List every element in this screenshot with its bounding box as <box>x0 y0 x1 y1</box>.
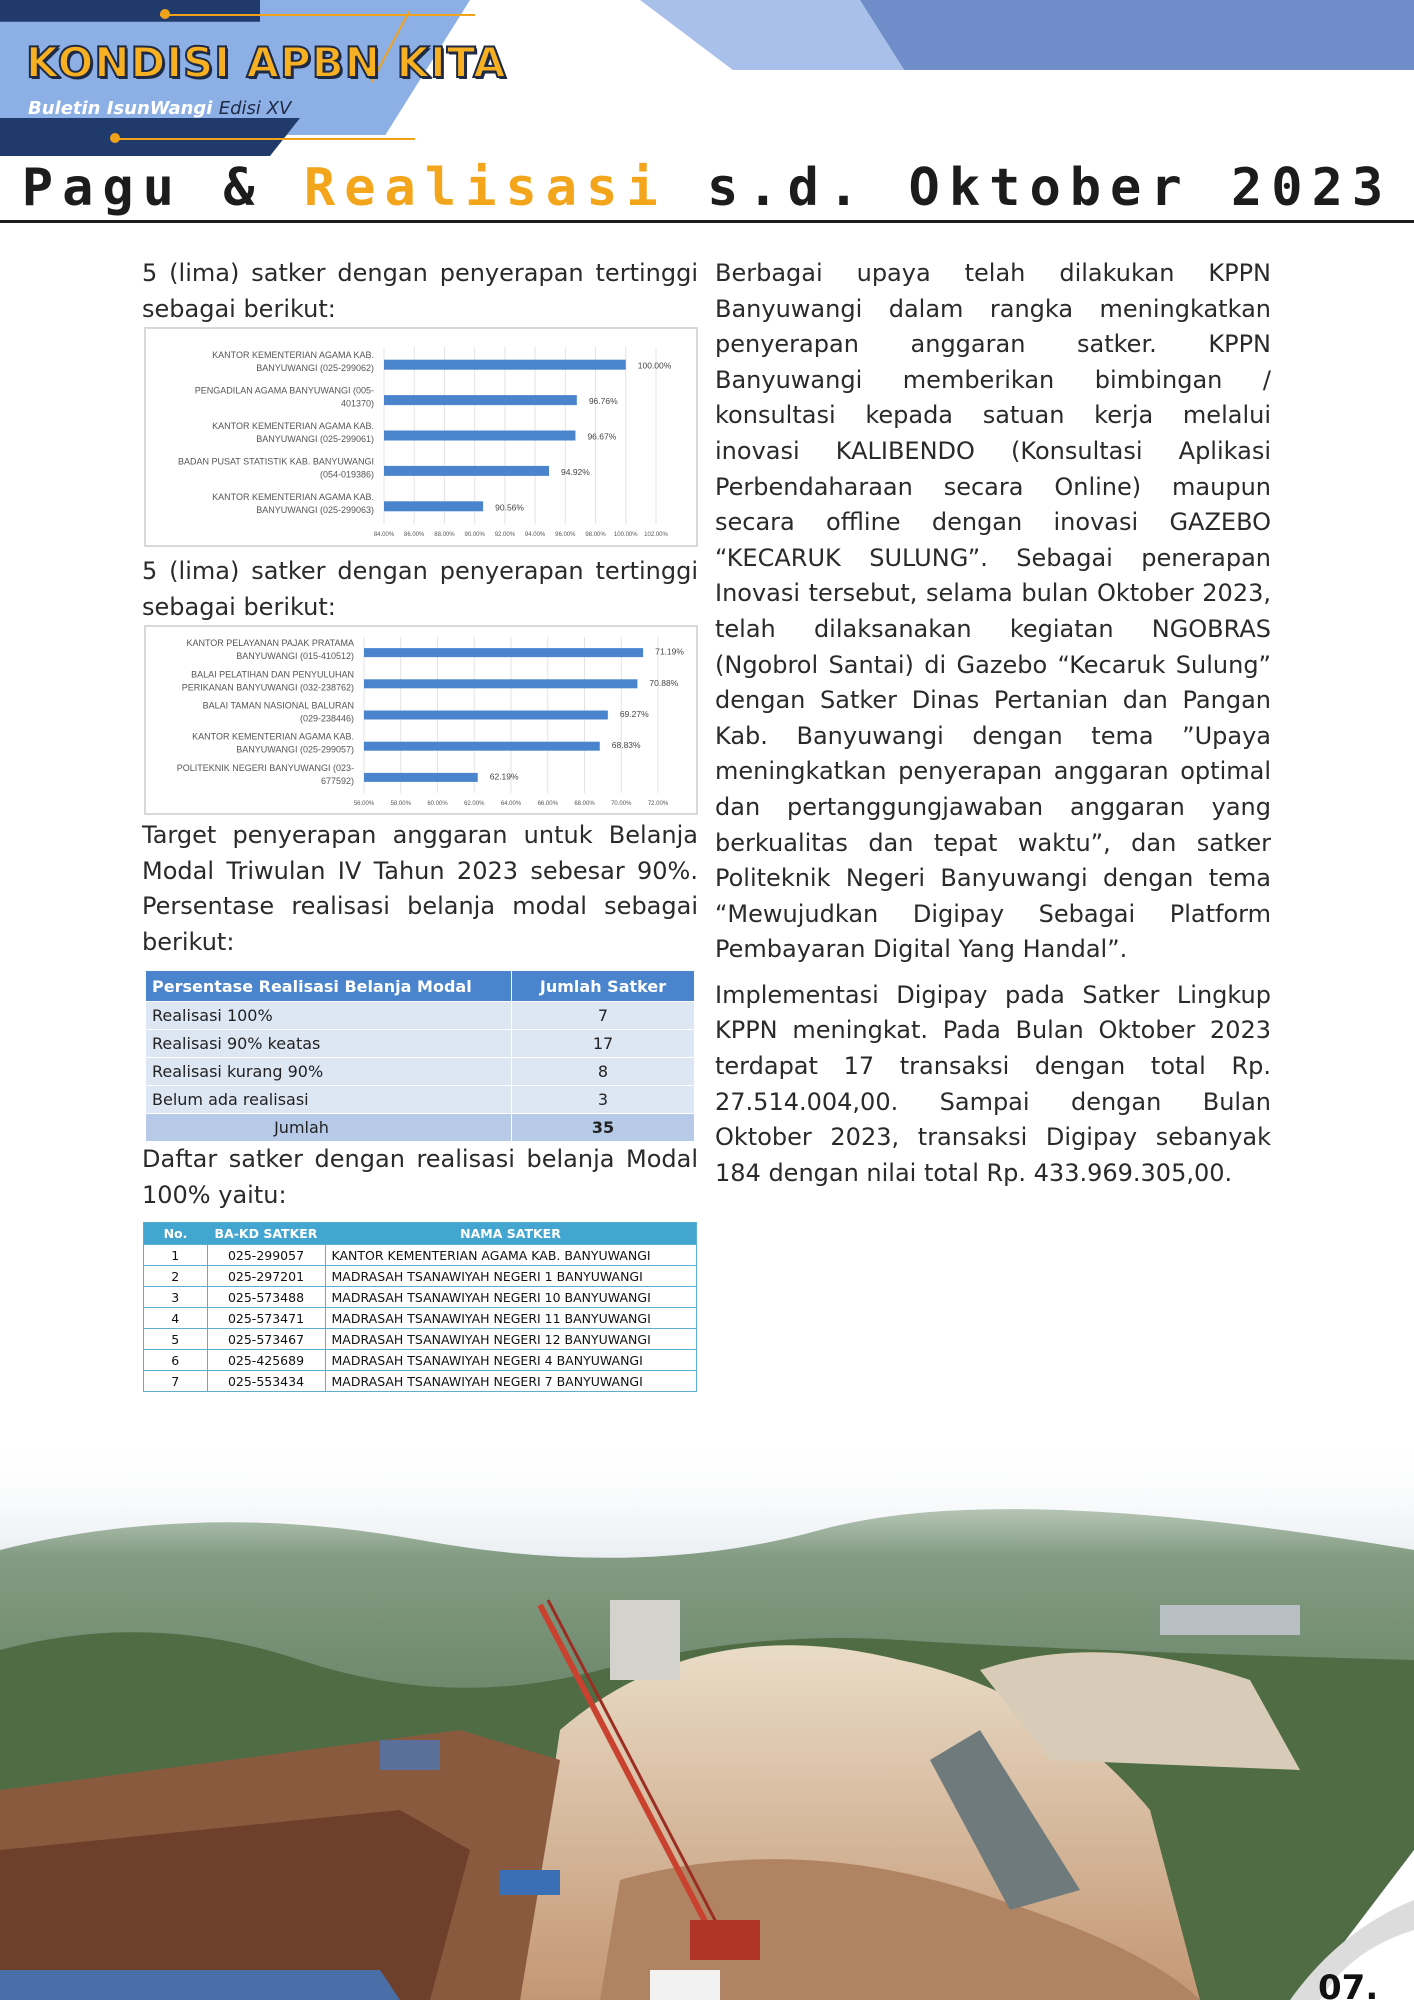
chart-tick-label: 90.00% <box>464 532 485 538</box>
chart-bar <box>364 679 637 688</box>
table-row <box>144 1350 697 1371</box>
chart-category-label: (054-019386) <box>319 469 374 480</box>
table-cell: Belum ada realisasi <box>146 1086 512 1114</box>
intro-text-1: 5 (lima) satker dengan penyerapan tertinggi sebagai berikut: <box>142 259 698 323</box>
chart-data-label: 71.19% <box>655 646 684 657</box>
header-orange-line <box>160 14 475 16</box>
chart-category-label: KANTOR KEMENTERIAN AGAMA KAB. <box>212 491 374 502</box>
chart-tick-label: 102.00% <box>644 532 668 538</box>
chart-bar <box>384 431 575 441</box>
chart-category-label: KANTOR KEMENTERIAN AGAMA KAB. <box>212 350 374 361</box>
chart-data-label: 69.27% <box>619 709 649 719</box>
chart-category-label: 677592) <box>320 775 354 786</box>
chart-data-label: 90.56% <box>495 502 524 513</box>
table-total-row <box>146 1114 695 1142</box>
table-cell: 025-425689 <box>207 1350 325 1371</box>
table-row <box>144 1371 697 1392</box>
table-row <box>144 1308 697 1329</box>
chart-category-label: 401370) <box>340 398 374 409</box>
chart-bar <box>364 648 643 657</box>
chart-bar <box>384 501 483 511</box>
page-number: 07. <box>1318 1968 1379 2008</box>
chart-tick-label: 86.00% <box>404 532 425 538</box>
title-rule <box>0 220 1414 223</box>
table-cell: KANTOR KEMENTERIAN AGAMA KAB. BANYUWANGI <box>325 1245 697 1266</box>
table-row <box>144 1329 697 1350</box>
daftar-text: Daftar satker dengan realisasi belanja Modal 100% yaitu: <box>142 1145 698 1209</box>
chart-category-label: BALAI TAMAN NASIONAL BALURAN <box>202 700 354 711</box>
chart-bar <box>384 395 577 405</box>
chart-category-label: BANYUWANGI (025-299063) <box>256 504 374 515</box>
chart-category-label: BANYUWANGI (015-410512) <box>236 651 354 662</box>
table-cell: 8 <box>512 1058 695 1086</box>
realisasi-belanja-modal-table <box>145 970 695 1142</box>
chart-category-label: BANYUWANGI (025-299057) <box>236 744 354 755</box>
page-title-part2: s.d. Oktober 2023 <box>666 158 1393 218</box>
chart-category-label: (029-238446) <box>299 713 354 724</box>
table-header-row <box>144 1223 697 1245</box>
right-paragraph-2: Implementasi Digipay pada Satker Lingkup KPPN meningkat. Pada Bulan Oktober 2023 terdapat 17 transaksi dengan total Rp. 27.514.004,00. Sampai dengan Bulan Oktober 2023, transaksi Digipay sebanyak 184 dengan nilai total Rp. 433.969.305,00. <box>715 980 1271 1187</box>
table-row <box>146 1086 695 1114</box>
table-cell: 17 <box>512 1030 695 1058</box>
table-cell: 025-573488 <box>207 1287 325 1308</box>
right-paragraph-1: Berbagai upaya telah dilakukan KPPN Banyuwangi dalam rangka meningkatkan penyerapan anggaran satker. KPPN Banyuwangi memberikan bimbingan / konsultasi kepada satuan kerja melalui inovasi KALIBENDO (Konsultasi Aplikasi Perbendaharaan secara Online) maupun secara offline dengan inovasi GAZEBO “KECARUK SULUNG”. Sebagai penerapan Inovasi tersebut, selama bulan Oktober 2023, telah dilaksanakan kegiatan NGOBRAS (Ngobrol Santai) di Gazebo “Kecaruk Sulung” dengan Satker Dinas Pertanian dan Pangan Kab. Banyuwangi dengan tema ”Upaya meningkatkan penyerapan anggaran optimal dan pertanggungjawaban anggaran yang berkualitas dan tepat waktu”, dan satker Politeknik Negeri Banyuwangi dengan tema “Mewujudkan Digipay Sebagai Platform Pembayaran Digital Yang Handal”. <box>715 259 1271 964</box>
table-row <box>146 1002 695 1030</box>
table-header-cell: Jumlah Satker <box>512 971 695 1002</box>
chart-bar <box>364 773 478 782</box>
table-cell: 025-573471 <box>207 1308 325 1329</box>
chart-category-label: KANTOR KEMENTERIAN AGAMA KAB. <box>212 421 374 431</box>
chart-category-label: BALAI PELATIHAN DAN PENYULUHAN <box>191 669 354 680</box>
header-brand-bottom-strip <box>0 118 300 156</box>
table-cell: 2 <box>144 1266 208 1287</box>
chart-bar <box>364 742 600 751</box>
chart-category-label: POLITEKNIK NEGERI BANYUWANGI (023- <box>176 762 354 773</box>
table-cell: MADRASAH TSANAWIYAH NEGERI 12 BANYUWANGI <box>325 1329 697 1350</box>
chart-top5-penyerapan-1 <box>144 327 698 547</box>
brand-subtitle-name: Buletin IsunWangi <box>28 98 213 119</box>
chart-category-label: BANYUWANGI (025-299061) <box>256 434 374 444</box>
table-row <box>146 1058 695 1086</box>
table-cell: MADRASAH TSANAWIYAH NEGERI 11 BANYUWANGI <box>325 1308 697 1329</box>
table-cell: MADRASAH TSANAWIYAH NEGERI 4 BANYUWANGI <box>325 1350 697 1371</box>
table-cell: 1 <box>144 1245 208 1266</box>
chart-data-label: 68.83% <box>611 740 641 751</box>
page-title <box>0 158 1414 218</box>
table-cell: 025-299057 <box>207 1245 325 1266</box>
chart-category-label: KANTOR KEMENTERIAN AGAMA KAB. <box>192 731 354 742</box>
table-cell: 3 <box>144 1287 208 1308</box>
chart-tick-label: 100.00% <box>613 532 638 538</box>
chart-tick-label: 88.00% <box>434 532 455 538</box>
table-cell: 4 <box>144 1308 208 1329</box>
right-column <box>715 256 1271 1191</box>
chart-1-svg <box>146 329 696 545</box>
chart-tick-label: 98.00% <box>585 532 606 538</box>
header-dot <box>110 133 120 143</box>
chart-bar <box>384 360 626 370</box>
chart-data-label: 96.76% <box>588 396 618 407</box>
chart-tick-label: 84.00% <box>373 532 395 538</box>
table-cell: MADRASAH TSANAWIYAH NEGERI 10 BANYUWANGI <box>325 1287 697 1308</box>
chart-tick-label: 96.00% <box>555 532 576 538</box>
chart-data-label: 62.19% <box>489 771 519 782</box>
table-cell: 5 <box>144 1329 208 1350</box>
table-cell: 6 <box>144 1350 208 1371</box>
page-title-highlight: Realisasi <box>303 158 667 218</box>
chart-category-label: BADAN PUSAT STATISTIK KAB. BANYUWANGI <box>177 456 374 467</box>
chart-tick-label: 68.00% <box>574 801 595 807</box>
target-text: Target penyerapan anggaran untuk Belanja Modal Triwulan IV Tahun 2023 sebesar 90%. Persentase realisasi belanja modal sebagai berikut: <box>142 821 698 956</box>
header-accent-band-dark <box>860 0 1414 70</box>
chart-top5-penyerapan-2 <box>144 625 698 815</box>
mining-site-photo <box>0 1430 1414 2000</box>
table-header-row <box>146 971 695 1002</box>
brand-subtitle-edition: Edisi XV <box>218 98 292 119</box>
satker-realisasi-100-table <box>143 1222 697 1392</box>
table-header-cell: Persentase Realisasi Belanja Modal <box>146 971 512 1002</box>
table-header-cell: NAMA SATKER <box>325 1223 697 1245</box>
chart-tick-label: 92.00% <box>494 532 516 538</box>
chart-category-label: KANTOR PELAYANAN PAJAK PRATAMA <box>186 638 354 649</box>
chart-tick-label: 60.00% <box>427 801 448 807</box>
table-cell: Realisasi 100% <box>146 1002 512 1030</box>
chart-tick-label: 56.00% <box>353 801 375 807</box>
table-row <box>146 1030 695 1058</box>
chart-bar <box>384 466 549 476</box>
page-title-part1: Pagu & <box>21 158 304 218</box>
table-cell: 3 <box>512 1086 695 1114</box>
chart-tick-label: 62.00% <box>464 801 485 807</box>
table-row <box>144 1287 697 1308</box>
header-orange-line-bottom <box>115 138 415 140</box>
table-cell: 025-297201 <box>207 1266 325 1287</box>
chart-category-label: BANYUWANGI (025-299062) <box>256 363 374 374</box>
table-cell: Realisasi 90% keatas <box>146 1030 512 1058</box>
photo-illustration <box>0 1430 1414 2000</box>
chart-tick-label: 64.00% <box>500 801 522 807</box>
table-row <box>144 1266 697 1287</box>
chart-tick-label: 58.00% <box>390 801 411 807</box>
chart-data-label: 94.92% <box>561 466 590 477</box>
brand-title: KONDISI APBN KITA <box>26 38 507 87</box>
table-cell: Realisasi kurang 90% <box>146 1058 512 1086</box>
chart-tick-label: 72.00% <box>647 801 669 807</box>
table-cell: 7 <box>512 1002 695 1030</box>
table-row <box>144 1245 697 1266</box>
brand-subtitle <box>28 98 291 119</box>
table-cell: 025-553434 <box>207 1371 325 1392</box>
table-cell: MADRASAH TSANAWIYAH NEGERI 1 BANYUWANGI <box>325 1266 697 1287</box>
header-dot <box>160 9 170 19</box>
chart-data-label: 100.00% <box>637 360 672 371</box>
table-header-cell: BA-KD SATKER <box>207 1223 325 1245</box>
table-cell: 7 <box>144 1371 208 1392</box>
table-header-cell: No. <box>144 1223 208 1245</box>
chart-tick-label: 66.00% <box>537 801 558 807</box>
chart-bar <box>364 711 608 720</box>
table-cell: MADRASAH TSANAWIYAH NEGERI 7 BANYUWANGI <box>325 1371 697 1392</box>
table-total-label: Jumlah <box>146 1114 512 1142</box>
chart-category-label: PERIKANAN BANYUWANGI (032-238762) <box>181 682 354 693</box>
chart-data-label: 70.88% <box>649 677 679 688</box>
chart-tick-label: 70.00% <box>611 801 632 807</box>
chart-2-svg <box>146 627 696 813</box>
chart-tick-label: 94.00% <box>524 532 546 538</box>
chart-data-label: 96.67% <box>587 431 617 442</box>
chart-category-label: PENGADILAN AGAMA BANYUWANGI (005- <box>194 385 374 396</box>
table-cell: 025-573467 <box>207 1329 325 1350</box>
table-total-value: 35 <box>512 1114 695 1142</box>
intro-text-2: 5 (lima) satker dengan penyerapan tertinggi sebagai berikut: <box>142 557 698 621</box>
